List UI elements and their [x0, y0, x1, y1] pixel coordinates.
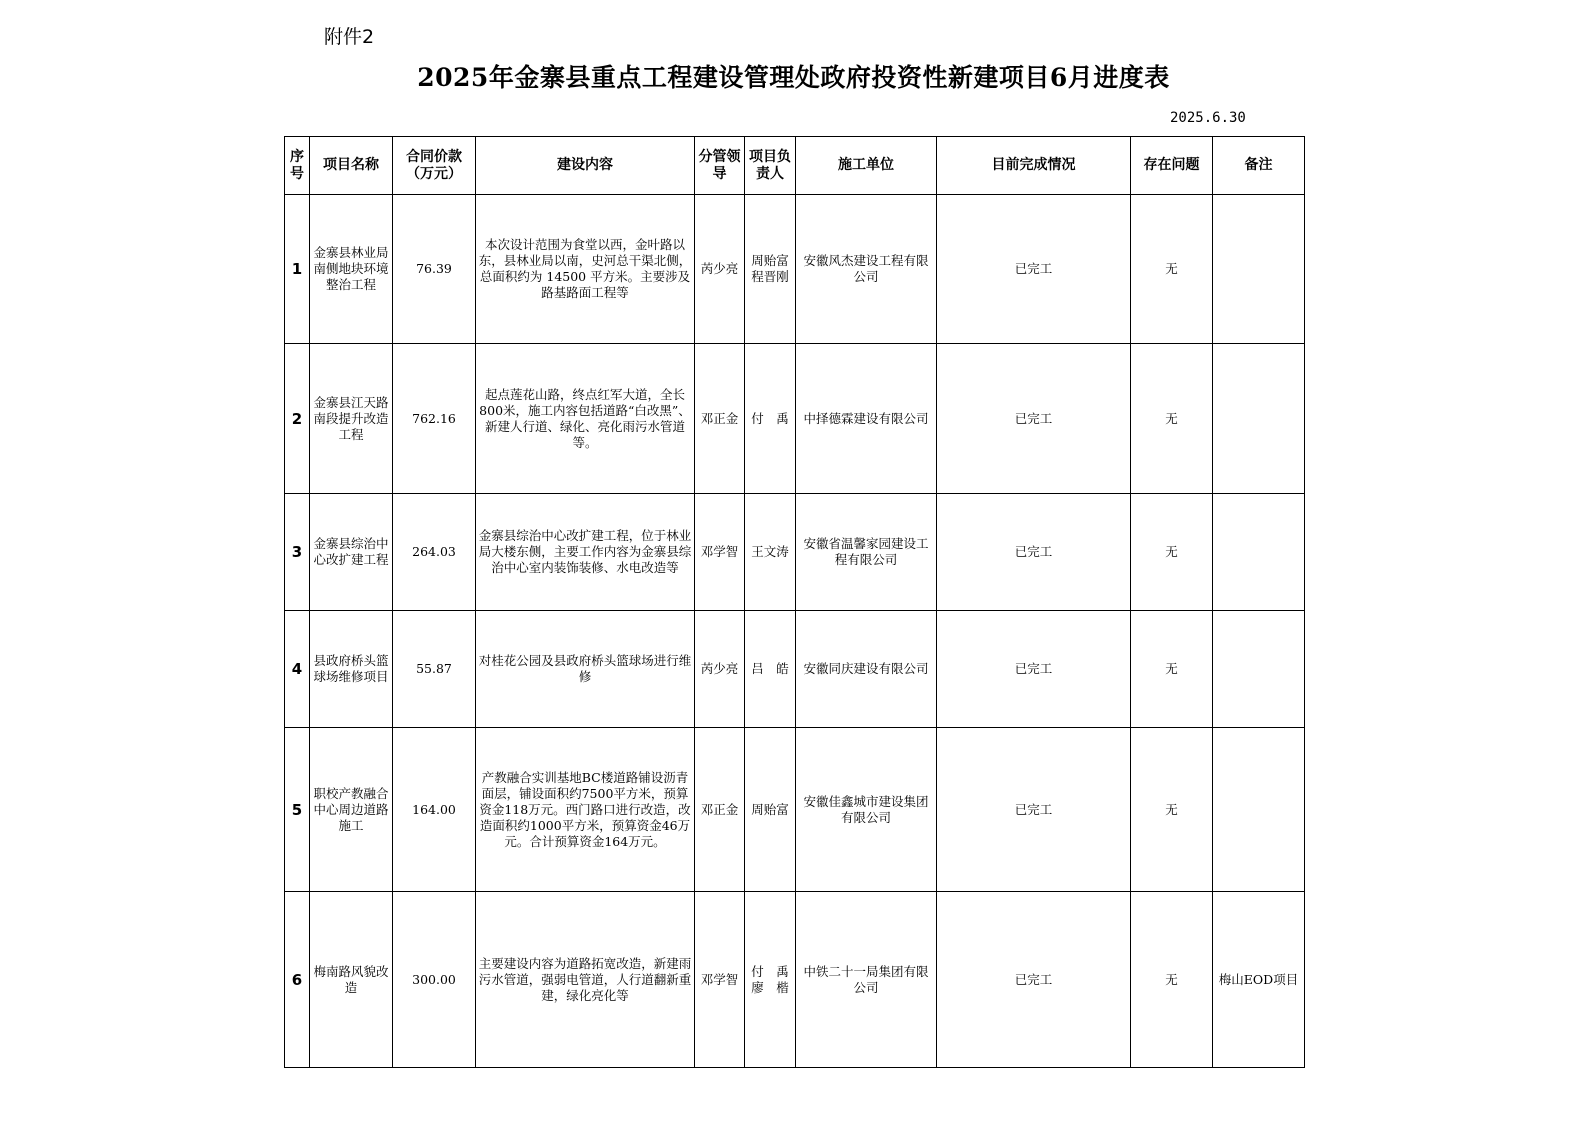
cell-construction-unit: 安徽省温馨家园建设工程有限公司	[796, 494, 937, 611]
cell-completion-status: 已完工	[937, 728, 1131, 892]
cell-issues: 无	[1131, 494, 1213, 611]
cell-contract-price: 300.00	[393, 892, 476, 1068]
cell-project-name: 金寨县林业局南侧地块环境整治工程	[310, 195, 393, 344]
cell-project-name: 金寨县综治中心改扩建工程	[310, 494, 393, 611]
cell-completion-status: 已完工	[937, 195, 1131, 344]
report-date: 2025.6.30	[1170, 110, 1246, 126]
table-row	[285, 892, 1305, 1068]
cell-completion-status: 已完工	[937, 494, 1131, 611]
cell-issues: 无	[1131, 344, 1213, 494]
table-header-row	[285, 137, 1305, 195]
cell-leader: 邓正金	[695, 344, 745, 494]
cell-construction-content: 主要建设内容为道路拓宽改造，新建雨污水管道，强弱电管道，人行道翻新重建，绿化亮化等	[476, 892, 695, 1068]
document-title: 2025年金寨县重点工程建设管理处政府投资性新建项目6月进度表	[417, 63, 1170, 92]
cell-notes	[1213, 344, 1305, 494]
cell-seq: 4	[285, 611, 310, 728]
cell-project-manager: 周贻富程晋刚	[745, 195, 796, 344]
header-completion-status: 目前完成情况	[937, 137, 1131, 195]
table-row	[285, 611, 1305, 728]
cell-construction-unit: 安徽佳鑫城市建设集团有限公司	[796, 728, 937, 892]
cell-completion-status: 已完工	[937, 611, 1131, 728]
cell-leader: 芮少亮	[695, 611, 745, 728]
cell-notes	[1213, 728, 1305, 892]
cell-notes	[1213, 611, 1305, 728]
cell-construction-content: 金寨县综治中心改扩建工程，位于林业局大楼东侧，主要工作内容为金寨县综治中心室内装饰装修、水电改造等	[476, 494, 695, 611]
cell-project-name: 职校产教融合中心周边道路施工	[310, 728, 393, 892]
cell-leader: 邓学智	[695, 494, 745, 611]
cell-project-manager: 王文涛	[745, 494, 796, 611]
cell-issues: 无	[1131, 892, 1213, 1068]
cell-contract-price: 76.39	[393, 195, 476, 344]
cell-issues: 无	[1131, 728, 1213, 892]
cell-notes: 梅山EOD项目	[1213, 892, 1305, 1068]
header-issues: 存在问题	[1131, 137, 1213, 195]
cell-leader: 芮少亮	[695, 195, 745, 344]
cell-contract-price: 55.87	[393, 611, 476, 728]
cell-seq: 5	[285, 728, 310, 892]
cell-notes	[1213, 195, 1305, 344]
cell-project-name: 金寨县江天路南段提升改造工程	[310, 344, 393, 494]
cell-construction-unit: 中择德霖建设有限公司	[796, 344, 937, 494]
cell-construction-unit: 安徽同庆建设有限公司	[796, 611, 937, 728]
cell-construction-unit: 安徽风杰建设工程有限公司	[796, 195, 937, 344]
cell-project-name: 梅南路风貌改造	[310, 892, 393, 1068]
cell-seq: 1	[285, 195, 310, 344]
cell-seq: 3	[285, 494, 310, 611]
cell-contract-price: 762.16	[393, 344, 476, 494]
cell-issues: 无	[1131, 195, 1213, 344]
cell-construction-content: 对桂花公园及县政府桥头篮球场进行维修	[476, 611, 695, 728]
cell-issues: 无	[1131, 611, 1213, 728]
table-row	[285, 344, 1305, 494]
table-row	[285, 494, 1305, 611]
header-construction-unit: 施工单位	[796, 137, 937, 195]
cell-project-manager: 付 禹	[745, 344, 796, 494]
cell-completion-status: 已完工	[937, 892, 1131, 1068]
cell-construction-content: 起点莲花山路，终点红军大道，全长800米，施工内容包括道路“白改黑”、新建人行道、绿化、亮化雨污水管道等。	[476, 344, 695, 494]
header-contract-price: 合同价款（万元）	[393, 137, 476, 195]
attachment-label: 附件2	[324, 26, 375, 48]
cell-seq: 2	[285, 344, 310, 494]
header-leader: 分管领导	[695, 137, 745, 195]
cell-completion-status: 已完工	[937, 344, 1131, 494]
cell-construction-unit: 中铁二十一局集团有限公司	[796, 892, 937, 1068]
cell-contract-price: 264.03	[393, 494, 476, 611]
cell-project-manager: 吕 皓	[745, 611, 796, 728]
header-project-manager: 项目负责人	[745, 137, 796, 195]
cell-project-name: 县政府桥头篮球场维修项目	[310, 611, 393, 728]
cell-project-manager: 付 禹廖 楷	[745, 892, 796, 1068]
header-construction-content: 建设内容	[476, 137, 695, 195]
header-project-name: 项目名称	[310, 137, 393, 195]
cell-construction-content: 本次设计范围为食堂以西，金叶路以东，县林业局以南，史河总干渠北侧，总面积约为 14500 平方米。主要涉及路基路面工程等	[476, 195, 695, 344]
cell-construction-content: 产教融合实训基地BC楼道路铺设沥青面层，铺设面积约7500平方米，预算资金118万元。西门路口进行改造，改造面积约1000平方米，预算资金46万元。合计预算资金164万元。	[476, 728, 695, 892]
cell-leader: 邓正金	[695, 728, 745, 892]
table-row	[285, 728, 1305, 892]
cell-notes	[1213, 494, 1305, 611]
cell-seq: 6	[285, 892, 310, 1068]
header-seq: 序号	[285, 137, 310, 195]
header-notes: 备注	[1213, 137, 1305, 195]
cell-contract-price: 164.00	[393, 728, 476, 892]
cell-leader: 邓学智	[695, 892, 745, 1068]
progress-table	[284, 136, 1305, 1068]
cell-project-manager: 周贻富	[745, 728, 796, 892]
table-row	[285, 195, 1305, 344]
